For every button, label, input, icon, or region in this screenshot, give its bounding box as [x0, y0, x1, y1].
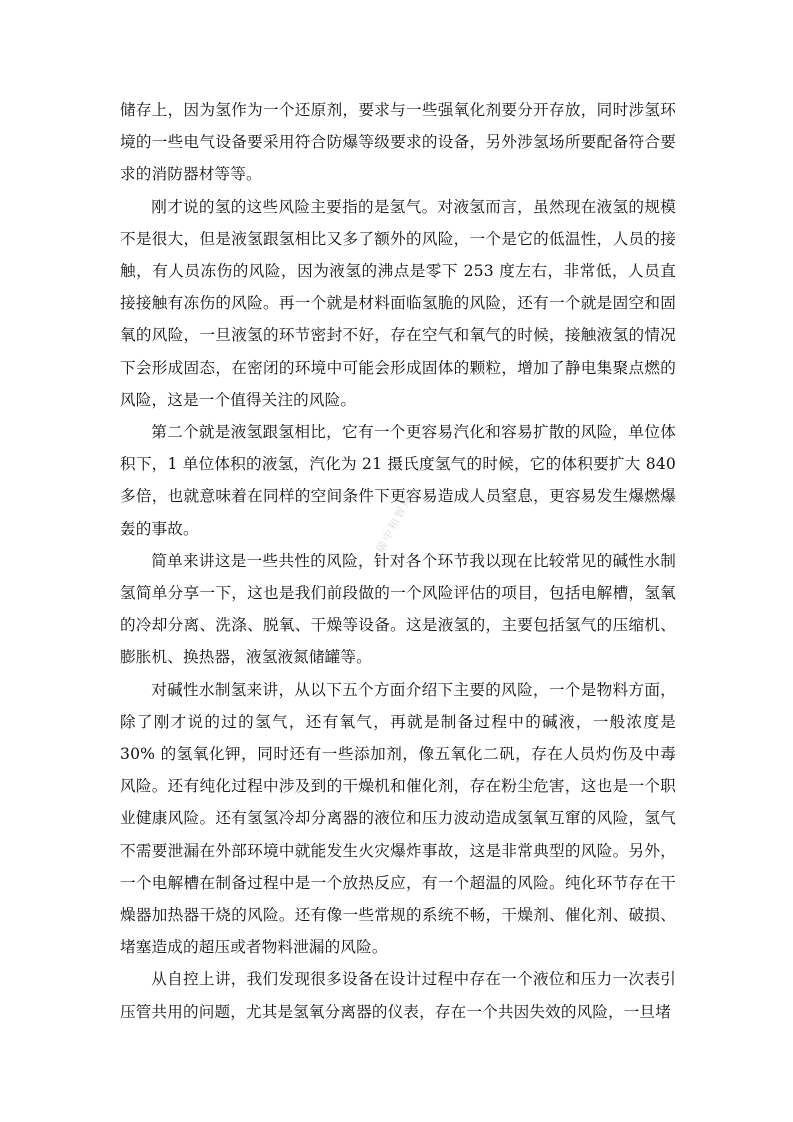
paragraph-4: 简单来讲这是一些共性的风险，针对各个环节我以现在比较常见的碱性水制氢简单分享一下，这也是我们前段做的一个风险评估的项目，包括电解槽，氢氧的冷却分离、洗涤、脱氧、干燥等设备。这是液氢的，主要包括氢气的压缩机、膨胀机、换热器，液氢液氮储罐等。	[120, 551, 676, 667]
paragraph-1: 储存上，因为氢作为一个还原剂，要求与一些强氧化剂要分开存放，同时涉氢环境的一些电气设备要采用符合防爆等级要求的设备，另外涉氢场所要配备符合要求的消防器材等等。	[120, 101, 676, 184]
body-text	[120, 94, 676, 1028]
watermark: 碳中和智库	[373, 491, 416, 556]
paragraph-6: 从自控上讲，我们发现很多设备在设计过程中存在一个液位和压力一次表引压管共用的问题，尤其是氢氧分离器的仪表，存在一个共因失效的风险，一旦堵	[120, 970, 676, 1021]
paragraph-2: 刚才说的氢的这些风险主要指的是氢气。对液氢而言，虽然现在液氢的规模不是很大，但是液氢跟氢相比又多了额外的风险，一个是它的低温性，人员的接触，有人员冻伤的风险，因为液氢的沸点是零下 253 度左右，非常低，人员直接接触有冻伤的风险。再一个就是材料面临氢脆的风险，还有一个就是固空和固氧的风险，一旦液氢的环节密封不好，存在空气和氧气的时候，接触液氢的情况下会形成固态，在密闭的环境中可能会形成固体的颗粒，增加了静电集聚点燃的风险，这是一个值得关注的风险。	[120, 197, 676, 409]
paragraph-3: 第二个就是液氢跟氢相比，它有一个更容易汽化和容易扩散的风险，单位体积下，1 单位体积的液氢，汽化为 21 摄氏度氢气的时候，它的体积要扩大 840 多倍，也就意味着在同样的空间条件下更容易造成人员窒息，更容易发生爆燃爆轰的事故。	[120, 423, 676, 538]
paragraph-5: 对碱性水制氢来讲，从以下五个方面介绍下主要的风险，一个是物料方面，除了刚才说的过的氢气，还有氧气，再就是制备过程中的碱液，一般浓度是 30% 的氢氧化钾，同时还有一些添加剂，像五氧化二矾，存在人员灼伤及中毒风险。还有纯化过程中涉及到的干燥机和催化剂，存在粉尘危害，这也是一个职业健康风险。还有氢氢冷却分离器的液位和压力波动造成氢氧互窜的风险，氢气不需要泄漏在外部环境中就能发生火灾爆炸事故，这是非常典型的风险。另外，一个电解槽在制备过程中是一个放热反应，有一个超温的风险。纯化环节存在干燥器加热器干烧的风险。还有像一些常规的系统不畅，干燥剂、催化剂、破损、堵塞造成的超压或者物料泄漏的风险。	[120, 680, 676, 957]
